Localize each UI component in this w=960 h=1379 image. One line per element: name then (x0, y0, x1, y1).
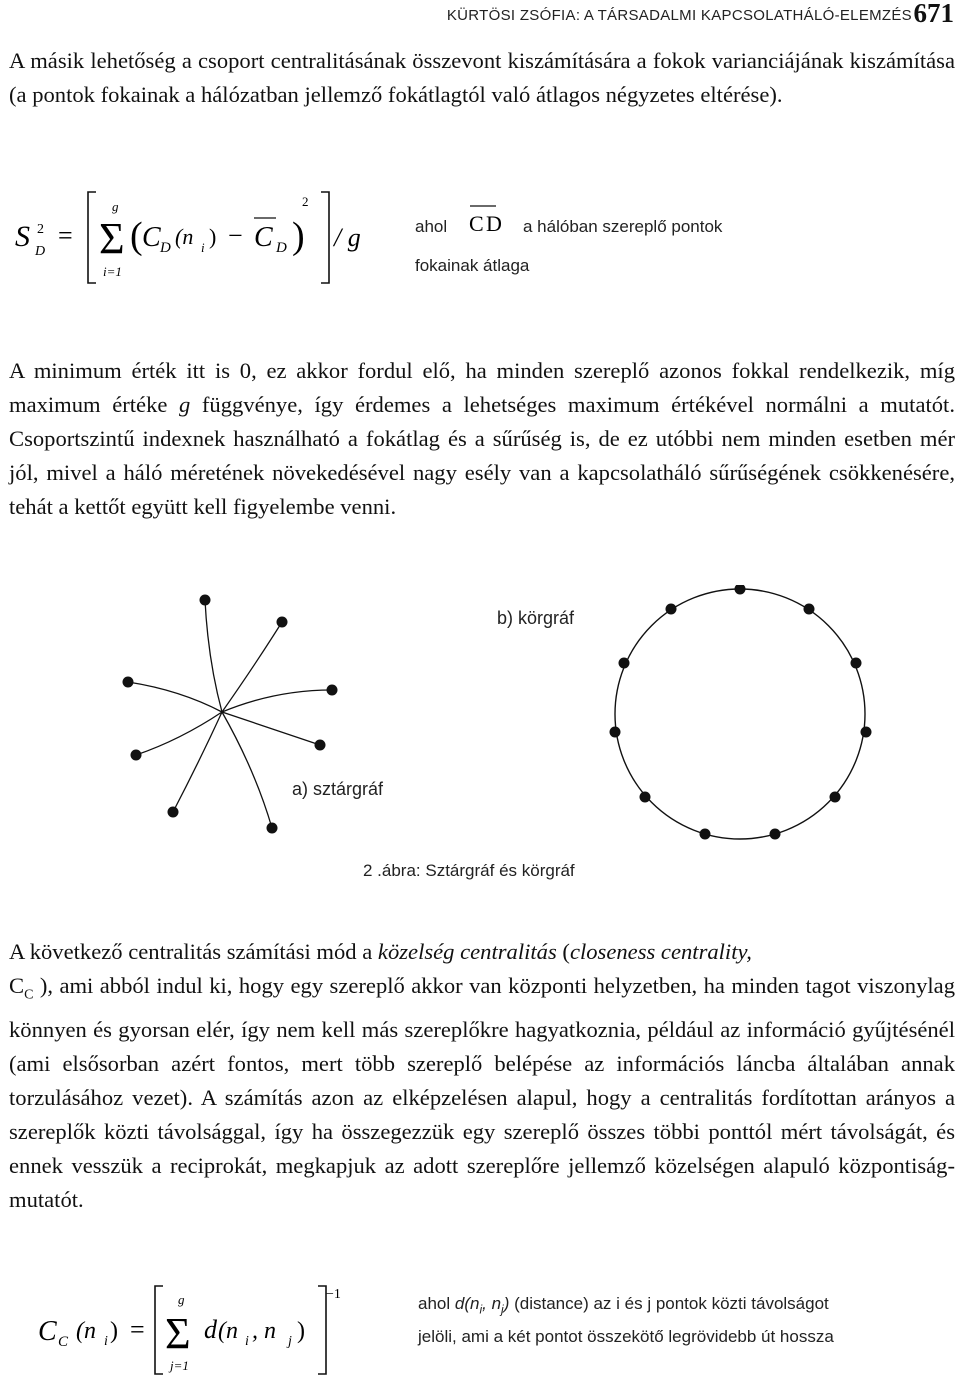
formula2-note-mid: , n (482, 1294, 502, 1313)
para3-symbol: C (9, 973, 25, 998)
circle-node (666, 604, 677, 615)
circle-node (700, 829, 711, 840)
figure-caption: 2 .ábra: Sztárgráf és körgráf (363, 861, 575, 880)
formula2-lhs-sub: C (58, 1334, 69, 1350)
circle-node (610, 727, 621, 738)
paragraph-closeness-centrality (9, 935, 955, 1217)
formula1-outer-sup: 2 (302, 194, 309, 209)
formula2-note-sub-i: i (479, 1302, 483, 1317)
running-title: KÜRTÖSI ZSÓFIA: A TÁRSADALMI KAPCSOLATHÁLÓ-ELEMZÉS (446, 7, 912, 24)
para3-part3: ), ami abból indul ki, hogy egy szereplő akkor van központi helyzetben, ha minden tagot viszonylag könnyen és gyorsan elér, így nem kell más szereplőkre hagyatkoznia, például az információ gyűjtésénél (ami elsősorban azért fontos, mert több szereplő belépése az információs láncba általában annak torzulásához vezet). A számítás azon az elképzelésen alapul, hogy a centralitás fordítottan arányos a szereplők közti távolsággal, így ha összegezzük egy szereplő összes többi ponttól mért távolságát, és ennek vesszük a reciprokát, megkapjuk az adott szereplőre jellemző közelségen alapuló központiság-mutatót. (9, 973, 955, 1212)
para3-part2: ( (556, 939, 570, 964)
para3-italic-en: closeness centrality, (569, 939, 752, 964)
intro-paragraph: A másik lehetőség a csoport centralitásának összevont kiszámítására a fokok varianciájának kiszámítása (a pontok fokainak a hálózatban jellemző fokátlagtól való átlagos négyzetes eltérése). (9, 48, 955, 107)
formula1-note-symbol (466, 200, 516, 240)
formula1-lhs-sub: D (35, 244, 46, 259)
formula2-term-close: ) (297, 1318, 305, 1344)
formula2-note-close: ) (503, 1294, 510, 1313)
paragraph-minimum-value (9, 354, 955, 524)
formula1-term-c: C (142, 222, 161, 253)
star-leaf-node (131, 750, 142, 761)
star-leaf-node (267, 823, 278, 834)
formula2-note-line2: jelöli, ami a két pontot összekötő legrövidebb út hossza (418, 1327, 834, 1346)
formula1-sum-top: g (112, 199, 119, 214)
formula2-right-bracket (318, 1286, 326, 1374)
formula1-minus: − (228, 221, 243, 250)
star-leaf-node (200, 595, 211, 606)
formula2-lhs-arg-close: ) (110, 1318, 118, 1344)
formula2-left-bracket (155, 1286, 163, 1374)
para3-symbol-sub: C (24, 987, 34, 1003)
para2-part1: A minimum érték itt is 0, ez akkor fordul elő, ha minden szereplő azonos fokkal rendelkezik, míg maximum értéke (9, 358, 955, 417)
formula2-note-ahol: ahol (418, 1294, 455, 1313)
circle-node (804, 604, 815, 615)
star-leaf-node (315, 740, 326, 751)
formula1-divide: / g (334, 223, 361, 252)
para3-italic-term: közelség centralitás (377, 939, 557, 964)
star-leaf-node (277, 617, 288, 628)
formula1-sum-bottom: i=1 (103, 264, 122, 279)
circle-node (830, 792, 841, 803)
star-graph-label: a) sztárgráf (292, 779, 384, 799)
formula2-note-sub-j: j (501, 1302, 504, 1317)
star-and-circle-graph-figure (0, 585, 960, 885)
formula1-right-bracket (321, 192, 329, 283)
formula2-outer-sup: −1 (326, 1287, 341, 1302)
formula2-sigma: Σ (165, 1309, 191, 1358)
formula2-note-line1 (418, 1294, 829, 1316)
formula1-note-line1: a hálóban szereplő pontok (523, 217, 723, 236)
formula2-lhs-arg-sub: i (104, 1334, 108, 1349)
circle-graph-label: b) körgráf (497, 608, 575, 628)
formula2-equals: = (130, 1315, 145, 1344)
para2-italic-g: g (179, 392, 191, 417)
star-leaf-node (327, 685, 338, 696)
circle-node (735, 585, 746, 595)
formula1-term-arg-sub: i (201, 240, 205, 255)
formula2-lhs: C (38, 1316, 57, 1347)
formula1-mean-sub: D (276, 240, 287, 256)
circle-node (770, 829, 781, 840)
formula1-close-paren: ) (292, 215, 305, 257)
formula2-lhs-arg: (n (76, 1318, 96, 1344)
formula2-term-open: (n (218, 1318, 238, 1344)
formula1-open-paren: ( (130, 215, 143, 257)
formula1-left-bracket (88, 192, 96, 283)
formula1-lhs-sup: 2 (37, 222, 44, 237)
formula2-note-rest: (distance) az i és j pontok közti távolságot (509, 1294, 829, 1313)
circle-node (851, 658, 862, 669)
page-number: 671 (913, 0, 954, 28)
circle-graph (610, 585, 872, 840)
formula2-term-sub-j: j (288, 1334, 292, 1349)
circle-node (619, 658, 630, 669)
formula1-note-line2: fokainak átlaga (415, 256, 530, 275)
star-leaf-node (123, 677, 134, 688)
formula1-note-d: D (486, 211, 502, 236)
formula2-sum-bottom: j=1 (170, 1358, 189, 1373)
formula1-term-arg: (n (175, 224, 194, 249)
para3-part1: A következő centralitás számítási mód a (9, 939, 378, 964)
formula2-sum-top: g (178, 1292, 185, 1307)
formula1-sigma: Σ (99, 214, 125, 263)
degree-variance-formula (0, 180, 410, 295)
formula2-term-sub-i: i (245, 1334, 249, 1349)
running-header (447, 0, 912, 32)
formula2-note-d: d(n (454, 1294, 480, 1313)
closeness-centrality-formula (0, 1278, 400, 1378)
formula2-term-comma: , n (252, 1318, 276, 1344)
para2-part2: függvénye, így érdemes a lehetséges maximum értékével normálni a mutatót. Csoportszintű indexnek használható a fokátlag és a sűrűség is, de ez utóbbi nem minden esetben mér jól, mivel a háló méretének növekedésével nagy esély van a kapcsolatháló sűrűségének csökkenésére, tehát a kettőt együtt kell figyelembe venni. (9, 392, 955, 519)
circle-node (640, 792, 651, 803)
star-leaf-node (168, 807, 179, 818)
formula1-term-c-sub: D (160, 240, 171, 256)
formula1-lhs: S (15, 220, 30, 253)
formula1-equals: = (58, 221, 73, 250)
formula1-note-c: C (469, 211, 484, 236)
formula2-term-d: d (204, 1315, 217, 1344)
formula1-note-ahol: ahol (415, 217, 448, 236)
circle-graph-ring (615, 589, 865, 839)
formula1-mean-c: C (254, 222, 273, 253)
formula1-term-arg-close: ) (209, 224, 217, 249)
circle-node (861, 727, 872, 738)
